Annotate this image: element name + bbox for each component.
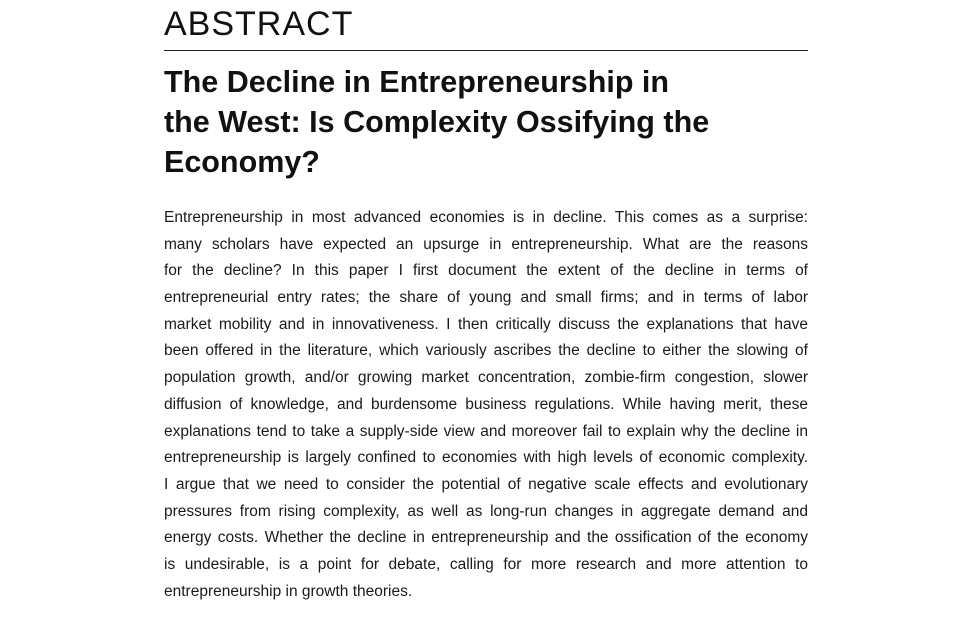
abstract-line: energy costs. Whether the decline in entrepreneurship and the ossification of the economy bbox=[164, 529, 808, 547]
abstract-line: market mobility and in innovativeness. I then critically discuss the explanations that have bbox=[164, 315, 808, 333]
abstract-line: entrepreneurship is largely confined to economies with high levels of economic complexity. bbox=[164, 449, 808, 467]
abstract-line: I argue that we need to consider the potential of negative scale effects and evolutionary bbox=[164, 475, 808, 493]
title-line: Economy? bbox=[164, 145, 320, 179]
header-rule bbox=[164, 50, 808, 51]
abstract-line: been offered in the literature, which variously ascribes the decline to either the slowing of bbox=[164, 342, 808, 360]
abstract-line: is undesirable, is a point for debate, calling for more research and more attention to bbox=[164, 555, 808, 573]
title-line: the West: Is Complexity Ossifying the bbox=[164, 105, 710, 139]
paper-title bbox=[164, 62, 784, 182]
abstract-line: many scholars have expected an upsurge in entrepreneurship. What are the reasons bbox=[164, 235, 808, 253]
abstract-line: explanations tend to take a supply-side view and moreover fail to explain why the decline in bbox=[164, 422, 808, 440]
abstract-line: Entrepreneurship in most advanced economies is in decline. This comes as a surprise: bbox=[164, 209, 808, 226]
abstract-line: for the decline? In this paper I first document the extent of the decline in terms of bbox=[164, 262, 808, 280]
abstract-line: pressures from rising complexity, as well as long-run changes in aggregate demand and bbox=[164, 502, 808, 520]
abstract-line: entrepreneurial entry rates; the share of young and small firms; and in terms of labor bbox=[164, 289, 808, 307]
title-line: The Decline in Entrepreneurship in bbox=[164, 65, 670, 99]
abstract-text bbox=[164, 205, 808, 605]
abstract-line: population growth, and/or growing market concentration, zombie-firm congestion, slower bbox=[164, 369, 808, 387]
abstract-line: entrepreneurship in growth theories. bbox=[164, 582, 413, 600]
abstract-line: diffusion of knowledge, and burdensome business regulations. While having merit, these bbox=[164, 395, 808, 413]
section-label: ABSTRACT bbox=[164, 5, 354, 43]
